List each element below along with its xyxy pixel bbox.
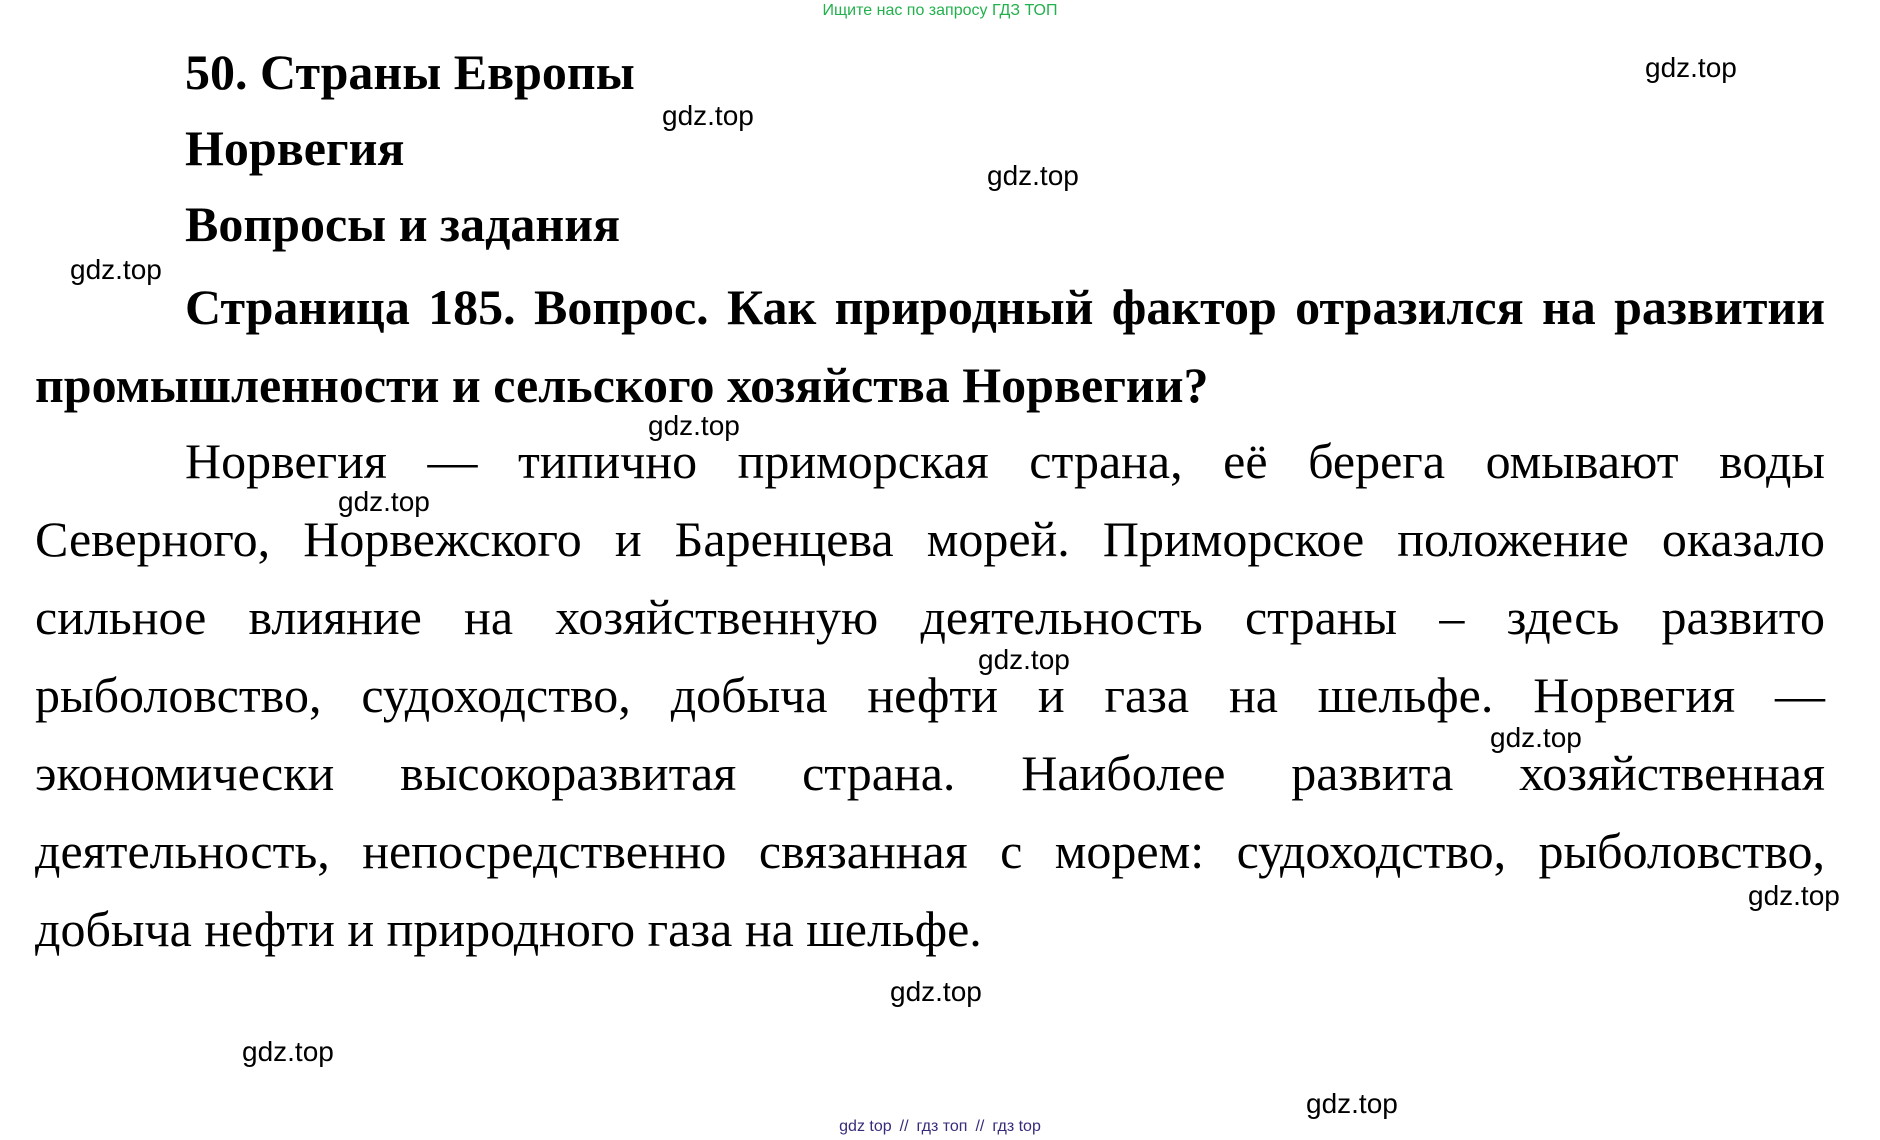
watermark: gdz.top: [1748, 880, 1840, 911]
watermark: gdz.top: [890, 976, 982, 1007]
watermark: gdz.top: [987, 160, 1079, 191]
watermark: gdz.top: [1490, 722, 1582, 753]
watermark: gdz.top: [242, 1036, 334, 1067]
watermark: gdz.top: [978, 644, 1070, 675]
footer-links: [0, 1117, 1880, 1137]
footer-link[interactable]: гдз top: [992, 1118, 1041, 1135]
footer-separator: //: [975, 1118, 985, 1135]
watermark: gdz.top: [1306, 1088, 1398, 1119]
watermark: gdz.top: [648, 410, 740, 441]
answer-text: Норвегия — типично приморская страна, её берега омывают воды Северного, Норвежского и Баренцева морей. Приморское положение оказало сильное влияние на хозяйственную деятельность страны – здесь развито рыболовство, судоходство, добыча нефти и газа на шельфе. Норвегия — экономически высокоразвитая страна. Наиболее развита хозяйственная деятельность, непосредственно связанная с морем: судоходство, рыболовство, добыча нефти и природного газа на шельфе.: [35, 433, 1825, 957]
footer-link[interactable]: гдз топ: [916, 1118, 968, 1135]
watermark: gdz.top: [70, 254, 162, 285]
watermark: gdz.top: [1645, 52, 1737, 83]
subsection-title: Вопросы и задания: [185, 196, 621, 252]
top-banner[interactable]: Ищите нас по запросу ГДЗ ТОП: [822, 2, 1058, 19]
country-title: Норвегия: [185, 120, 405, 176]
section-title: 50. Страны Европы: [185, 44, 635, 100]
question-text: Страница 185. Вопрос. Как природный фактор отразился на развитии промышленности и сельского хозяйства Норвегии?: [35, 279, 1825, 413]
watermark: gdz.top: [662, 100, 754, 131]
watermark: gdz.top: [338, 486, 430, 517]
footer-separator: //: [899, 1118, 909, 1135]
footer-link[interactable]: gdz top: [839, 1118, 892, 1135]
